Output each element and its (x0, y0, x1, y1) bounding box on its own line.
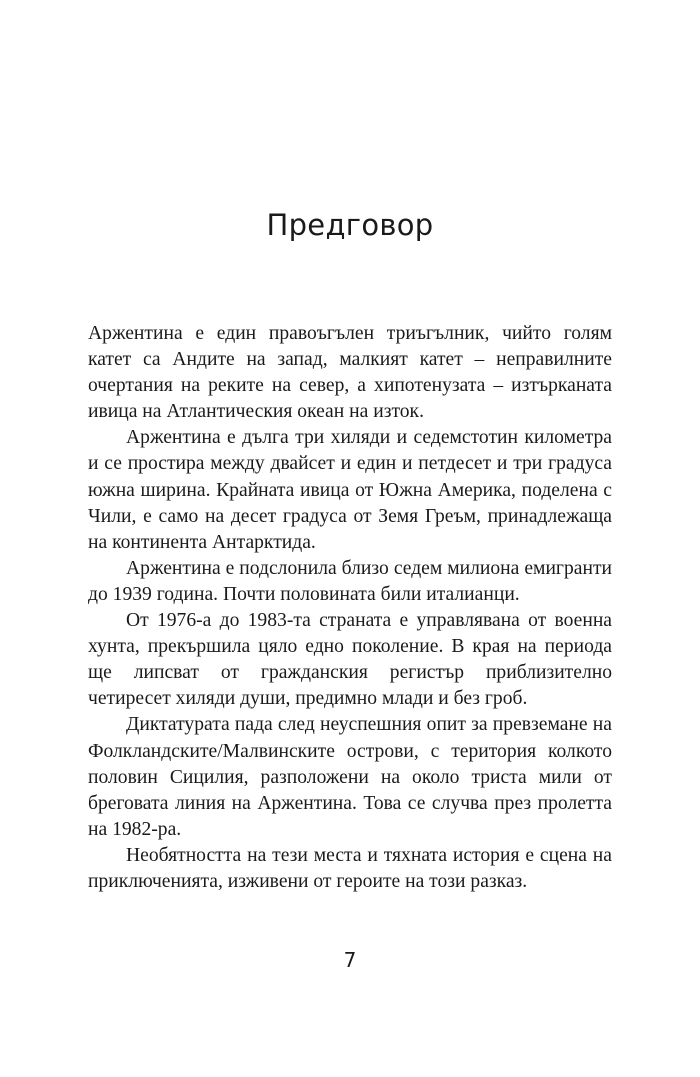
preface-body (88, 321, 612, 895)
paragraph: От 1976-а до 1983-та страната е управлявана от военна хунта, прекършила цяло едно поколение. В края на периода ще липсват от гражданския регистър приблизително четиресет хиляди души, предимно млади и без гроб. (88, 610, 612, 710)
paragraph: Необятността на тези места и тяхната история е сцена на приключенията, изживени от героите на този разказ. (88, 844, 612, 892)
paragraph: Диктатурата пада след неуспешния опит за превземане на Фолкландските/Малвинските острови, с територия колкото половин Сицилия, разположени на около триста мили от бреговата линия на Аржентина. Това се случва през пролетта на 1982-ра. (88, 714, 612, 840)
paragraph: Аржентина е дълга три хиляди и седемстотин километра и се простира между двайсет и един и петдесет и три градуса южна ширина. Крайната ивица от Южна Америка, поделена с Чили, е само на десет градуса от Земя Греъм, принадлежаща на континента Антарктида. (88, 427, 612, 553)
paragraph: Аржентина е подслонила близо седем милиона емигранти до 1939 година. Почти половината били италианци. (88, 557, 612, 605)
paragraph: Аржентина е един правоъгълен триъгълник, чийто голям катет са Андите на запад, малкият катет – неправилните очертания на реките на север, а хипотенузата – изтърканата ивица на Атлантическия океан на изток. (88, 323, 612, 423)
page-number: 7 (343, 948, 357, 972)
chapter-title: Предговор (266, 208, 434, 242)
